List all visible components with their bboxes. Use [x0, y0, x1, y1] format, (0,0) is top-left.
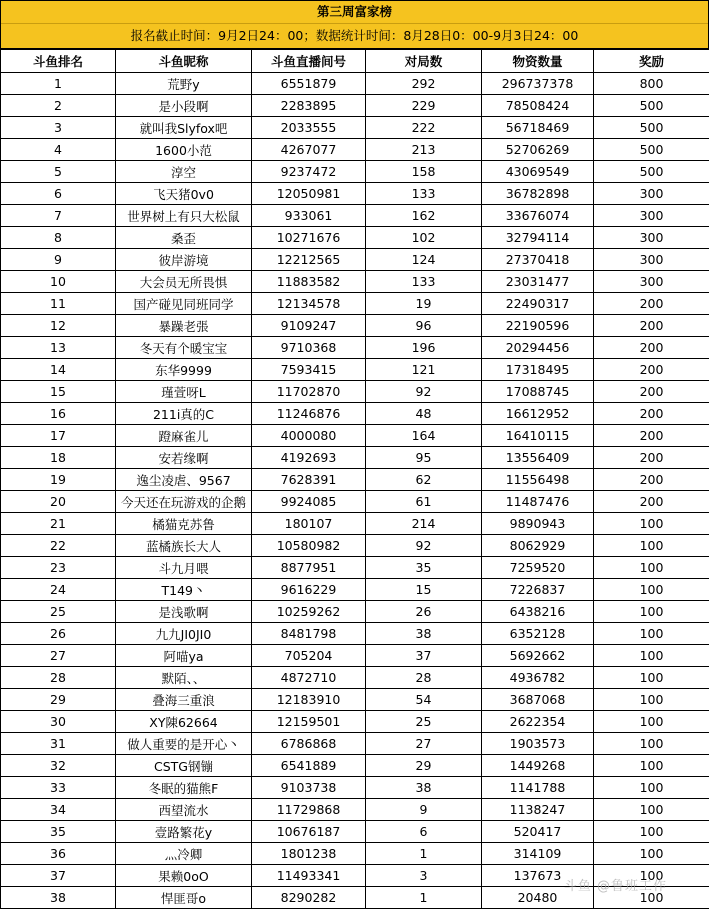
table-row — [1, 469, 709, 491]
rank-cell: 37 — [1, 865, 116, 887]
nickname-cell: 是浅歌啊 — [116, 601, 252, 623]
reward-cell: 300 — [594, 227, 709, 249]
nickname-cell: 逸尘凌虐、9567 — [116, 469, 252, 491]
room-id-cell: 12050981 — [252, 183, 366, 205]
matches-cell: 92 — [366, 381, 482, 403]
matches-cell: 3 — [366, 865, 482, 887]
table-row — [1, 491, 709, 513]
room-id-cell: 12212565 — [252, 249, 366, 271]
nickname-cell: 彼岸游境 — [116, 249, 252, 271]
rank-cell: 13 — [1, 337, 116, 359]
room-id-cell: 10259262 — [252, 601, 366, 623]
matches-cell: 158 — [366, 161, 482, 183]
table-row — [1, 359, 709, 381]
rank-cell: 31 — [1, 733, 116, 755]
rank-cell: 26 — [1, 623, 116, 645]
leaderboard-title: 第三周富家榜 — [1, 1, 708, 23]
table-row — [1, 381, 709, 403]
nickname-cell: 橘猫克苏鲁 — [116, 513, 252, 535]
table-row — [1, 117, 709, 139]
reward-cell: 500 — [594, 139, 709, 161]
column-header-room-id: 斗鱼直播间号 — [252, 50, 366, 73]
room-id-cell: 11702870 — [252, 381, 366, 403]
matches-cell: 38 — [366, 777, 482, 799]
watermark-text: 斗鱼 @鲁班工作 — [564, 879, 667, 894]
nickname-cell: 东华9999 — [116, 359, 252, 381]
supplies-cell: 3687068 — [482, 689, 594, 711]
reward-cell: 100 — [594, 645, 709, 667]
nickname-cell: 叠海三重浪 — [116, 689, 252, 711]
matches-cell: 29 — [366, 755, 482, 777]
table-row — [1, 733, 709, 755]
table-body — [1, 73, 709, 909]
room-id-cell: 11883582 — [252, 271, 366, 293]
supplies-cell: 296737378 — [482, 73, 594, 95]
column-header-nickname: 斗鱼昵称 — [116, 50, 252, 73]
reward-cell: 300 — [594, 271, 709, 293]
header-row — [1, 50, 709, 73]
table-row — [1, 689, 709, 711]
table-row — [1, 425, 709, 447]
reward-cell: 100 — [594, 711, 709, 733]
room-id-cell: 6551879 — [252, 73, 366, 95]
reward-cell: 100 — [594, 513, 709, 535]
room-id-cell: 9710368 — [252, 337, 366, 359]
room-id-cell: 12159501 — [252, 711, 366, 733]
nickname-cell: 九九JI0JI0 — [116, 623, 252, 645]
matches-cell: 196 — [366, 337, 482, 359]
leaderboard-table — [0, 49, 709, 909]
matches-cell: 19 — [366, 293, 482, 315]
room-id-cell: 8877951 — [252, 557, 366, 579]
supplies-cell: 17318495 — [482, 359, 594, 381]
room-id-cell: 180107 — [252, 513, 366, 535]
reward-cell: 300 — [594, 249, 709, 271]
rank-cell: 27 — [1, 645, 116, 667]
table-row — [1, 623, 709, 645]
room-id-cell: 2283895 — [252, 95, 366, 117]
table-row — [1, 95, 709, 117]
table-row — [1, 887, 709, 909]
column-header-rank: 斗鱼排名 — [1, 50, 116, 73]
reward-cell: 200 — [594, 381, 709, 403]
table-row — [1, 205, 709, 227]
nickname-cell: 悍匪哥o — [116, 887, 252, 909]
matches-cell: 95 — [366, 447, 482, 469]
rank-cell: 20 — [1, 491, 116, 513]
matches-cell: 1 — [366, 843, 482, 865]
nickname-cell: 斗九月喂 — [116, 557, 252, 579]
supplies-cell: 17088745 — [482, 381, 594, 403]
room-id-cell: 4267077 — [252, 139, 366, 161]
matches-cell: 1 — [366, 887, 482, 909]
column-header-matches: 对局数 — [366, 50, 482, 73]
room-id-cell: 12134578 — [252, 293, 366, 315]
nickname-cell: 果赖0oO — [116, 865, 252, 887]
supplies-cell: 2622354 — [482, 711, 594, 733]
nickname-cell: 淳空 — [116, 161, 252, 183]
reward-cell: 200 — [594, 469, 709, 491]
room-id-cell: 11246876 — [252, 403, 366, 425]
supplies-cell: 7226837 — [482, 579, 594, 601]
reward-cell: 100 — [594, 667, 709, 689]
room-id-cell: 10580982 — [252, 535, 366, 557]
matches-cell: 27 — [366, 733, 482, 755]
nickname-cell: 就叫我Slyfox吧 — [116, 117, 252, 139]
nickname-cell: 211i真的C — [116, 403, 252, 425]
rank-cell: 14 — [1, 359, 116, 381]
matches-cell: 121 — [366, 359, 482, 381]
room-id-cell: 9103738 — [252, 777, 366, 799]
room-id-cell: 9924085 — [252, 491, 366, 513]
rank-cell: 3 — [1, 117, 116, 139]
column-header-reward: 奖励 — [594, 50, 709, 73]
matches-cell: 6 — [366, 821, 482, 843]
nickname-cell: 壹路繁花y — [116, 821, 252, 843]
matches-cell: 37 — [366, 645, 482, 667]
supplies-cell: 20294456 — [482, 337, 594, 359]
nickname-cell: 暴躁老張 — [116, 315, 252, 337]
rank-cell: 29 — [1, 689, 116, 711]
supplies-cell: 314109 — [482, 843, 594, 865]
header-banner — [0, 0, 709, 49]
reward-cell: 200 — [594, 447, 709, 469]
table-row — [1, 535, 709, 557]
matches-cell: 15 — [366, 579, 482, 601]
reward-cell: 200 — [594, 293, 709, 315]
table-row — [1, 271, 709, 293]
table-row — [1, 667, 709, 689]
table-row — [1, 183, 709, 205]
reward-cell: 100 — [594, 777, 709, 799]
room-id-cell: 7628391 — [252, 469, 366, 491]
reward-cell: 100 — [594, 689, 709, 711]
room-id-cell: 7593415 — [252, 359, 366, 381]
supplies-cell: 1138247 — [482, 799, 594, 821]
table-row — [1, 821, 709, 843]
supplies-cell: 13556409 — [482, 447, 594, 469]
matches-cell: 54 — [366, 689, 482, 711]
room-id-cell: 9109247 — [252, 315, 366, 337]
room-id-cell: 1801238 — [252, 843, 366, 865]
room-id-cell: 10676187 — [252, 821, 366, 843]
matches-cell: 133 — [366, 271, 482, 293]
table-row — [1, 579, 709, 601]
supplies-cell: 5692662 — [482, 645, 594, 667]
rank-cell: 2 — [1, 95, 116, 117]
room-id-cell: 4000080 — [252, 425, 366, 447]
rank-cell: 7 — [1, 205, 116, 227]
table-row — [1, 865, 709, 887]
room-id-cell: 4872710 — [252, 667, 366, 689]
matches-cell: 213 — [366, 139, 482, 161]
rank-cell: 21 — [1, 513, 116, 535]
table-row — [1, 755, 709, 777]
supplies-cell: 1903573 — [482, 733, 594, 755]
nickname-cell: 大会员无所畏惧 — [116, 271, 252, 293]
supplies-cell: 6438216 — [482, 601, 594, 623]
supplies-cell: 137673 — [482, 865, 594, 887]
matches-cell: 35 — [366, 557, 482, 579]
supplies-cell: 20480 — [482, 887, 594, 909]
rank-cell: 4 — [1, 139, 116, 161]
supplies-cell: 32794114 — [482, 227, 594, 249]
table-row — [1, 249, 709, 271]
nickname-cell: 荒野y — [116, 73, 252, 95]
table-row — [1, 447, 709, 469]
supplies-cell: 4936782 — [482, 667, 594, 689]
reward-cell: 100 — [594, 557, 709, 579]
nickname-cell: 1600小范 — [116, 139, 252, 161]
table-row — [1, 315, 709, 337]
matches-cell: 26 — [366, 601, 482, 623]
rank-cell: 15 — [1, 381, 116, 403]
supplies-cell: 1141788 — [482, 777, 594, 799]
nickname-cell: XY陳62664 — [116, 711, 252, 733]
table-row — [1, 799, 709, 821]
rank-cell: 38 — [1, 887, 116, 909]
table-row — [1, 73, 709, 95]
supplies-cell: 27370418 — [482, 249, 594, 271]
supplies-cell: 78508424 — [482, 95, 594, 117]
reward-cell: 100 — [594, 733, 709, 755]
nickname-cell: 做人重要的是开心丶 — [116, 733, 252, 755]
table-row — [1, 777, 709, 799]
nickname-cell: 阿喵ya — [116, 645, 252, 667]
supplies-cell: 43069549 — [482, 161, 594, 183]
table-row — [1, 337, 709, 359]
rank-cell: 19 — [1, 469, 116, 491]
nickname-cell: T149丶 — [116, 579, 252, 601]
matches-cell: 38 — [366, 623, 482, 645]
supplies-cell: 11556498 — [482, 469, 594, 491]
rank-cell: 30 — [1, 711, 116, 733]
nickname-cell: 飞天猪0v0 — [116, 183, 252, 205]
reward-cell: 100 — [594, 799, 709, 821]
matches-cell: 25 — [366, 711, 482, 733]
rank-cell: 18 — [1, 447, 116, 469]
nickname-cell: 西望流水 — [116, 799, 252, 821]
rank-cell: 10 — [1, 271, 116, 293]
room-id-cell: 9237472 — [252, 161, 366, 183]
supplies-cell: 36782898 — [482, 183, 594, 205]
table-row — [1, 227, 709, 249]
matches-cell: 229 — [366, 95, 482, 117]
matches-cell: 222 — [366, 117, 482, 139]
nickname-cell: 蹬麻雀儿 — [116, 425, 252, 447]
supplies-cell: 520417 — [482, 821, 594, 843]
room-id-cell: 6541889 — [252, 755, 366, 777]
reward-cell: 100 — [594, 623, 709, 645]
reward-cell: 100 — [594, 535, 709, 557]
matches-cell: 62 — [366, 469, 482, 491]
matches-cell: 48 — [366, 403, 482, 425]
nickname-cell: 世界树上有只大松鼠 — [116, 205, 252, 227]
reward-cell: 200 — [594, 315, 709, 337]
nickname-cell: 是小段啊 — [116, 95, 252, 117]
nickname-cell: 默陌、、 — [116, 667, 252, 689]
reward-cell: 100 — [594, 755, 709, 777]
nickname-cell: 冬天有个暖宝宝 — [116, 337, 252, 359]
rank-cell: 9 — [1, 249, 116, 271]
table-row — [1, 557, 709, 579]
matches-cell: 96 — [366, 315, 482, 337]
reward-cell: 100 — [594, 865, 709, 887]
supplies-cell: 16410115 — [482, 425, 594, 447]
table-row — [1, 513, 709, 535]
table-row — [1, 645, 709, 667]
room-id-cell: 8290282 — [252, 887, 366, 909]
room-id-cell: 11493341 — [252, 865, 366, 887]
reward-cell: 100 — [594, 601, 709, 623]
supplies-cell: 7259520 — [482, 557, 594, 579]
reward-cell: 500 — [594, 161, 709, 183]
matches-cell: 162 — [366, 205, 482, 227]
date-range-subtitle: 报名截止时间：9月2日24：00；数据统计时间：8月28日0：00-9月3日24：00 — [1, 23, 708, 48]
rank-cell: 22 — [1, 535, 116, 557]
supplies-cell: 1449268 — [482, 755, 594, 777]
supplies-cell: 8062929 — [482, 535, 594, 557]
reward-cell: 100 — [594, 579, 709, 601]
rank-cell: 28 — [1, 667, 116, 689]
rank-cell: 12 — [1, 315, 116, 337]
room-id-cell: 705204 — [252, 645, 366, 667]
table-row — [1, 711, 709, 733]
room-id-cell: 6786868 — [252, 733, 366, 755]
table-row — [1, 403, 709, 425]
supplies-cell: 9890943 — [482, 513, 594, 535]
rank-cell: 33 — [1, 777, 116, 799]
nickname-cell: CSTG钢镚 — [116, 755, 252, 777]
rank-cell: 25 — [1, 601, 116, 623]
matches-cell: 9 — [366, 799, 482, 821]
table-row — [1, 843, 709, 865]
supplies-cell: 11487476 — [482, 491, 594, 513]
supplies-cell: 56718469 — [482, 117, 594, 139]
rank-cell: 23 — [1, 557, 116, 579]
nickname-cell: 安若缘啊 — [116, 447, 252, 469]
room-id-cell: 933061 — [252, 205, 366, 227]
room-id-cell: 8481798 — [252, 623, 366, 645]
reward-cell: 200 — [594, 403, 709, 425]
table-row — [1, 139, 709, 161]
nickname-cell: 桑歪 — [116, 227, 252, 249]
reward-cell: 200 — [594, 337, 709, 359]
rank-cell: 35 — [1, 821, 116, 843]
supplies-cell: 23031477 — [482, 271, 594, 293]
matches-cell: 28 — [366, 667, 482, 689]
supplies-cell: 33676074 — [482, 205, 594, 227]
rank-cell: 24 — [1, 579, 116, 601]
reward-cell: 300 — [594, 205, 709, 227]
nickname-cell: 国产碰见同班同学 — [116, 293, 252, 315]
reward-cell: 200 — [594, 359, 709, 381]
reward-cell: 100 — [594, 821, 709, 843]
supplies-cell: 52706269 — [482, 139, 594, 161]
nickname-cell: 蓝橘族长大人 — [116, 535, 252, 557]
reward-cell: 100 — [594, 843, 709, 865]
rank-cell: 6 — [1, 183, 116, 205]
rank-cell: 5 — [1, 161, 116, 183]
nickname-cell: 灬冷卿 — [116, 843, 252, 865]
reward-cell: 500 — [594, 117, 709, 139]
rank-cell: 32 — [1, 755, 116, 777]
supplies-cell: 22490317 — [482, 293, 594, 315]
matches-cell: 164 — [366, 425, 482, 447]
rank-cell: 8 — [1, 227, 116, 249]
room-id-cell: 2033555 — [252, 117, 366, 139]
matches-cell: 124 — [366, 249, 482, 271]
reward-cell: 500 — [594, 95, 709, 117]
matches-cell: 133 — [366, 183, 482, 205]
rank-cell: 36 — [1, 843, 116, 865]
matches-cell: 92 — [366, 535, 482, 557]
rank-cell: 17 — [1, 425, 116, 447]
reward-cell: 300 — [594, 183, 709, 205]
table-row — [1, 293, 709, 315]
table-row — [1, 161, 709, 183]
rank-cell: 34 — [1, 799, 116, 821]
reward-cell: 200 — [594, 491, 709, 513]
matches-cell: 102 — [366, 227, 482, 249]
room-id-cell: 12183910 — [252, 689, 366, 711]
reward-cell: 800 — [594, 73, 709, 95]
supplies-cell: 22190596 — [482, 315, 594, 337]
rank-cell: 16 — [1, 403, 116, 425]
matches-cell: 292 — [366, 73, 482, 95]
nickname-cell: 瑾萱呀L — [116, 381, 252, 403]
rank-cell: 1 — [1, 73, 116, 95]
nickname-cell: 今天还在玩游戏的企鹅 — [116, 491, 252, 513]
nickname-cell: 冬眠的猫熊F — [116, 777, 252, 799]
column-header-supplies: 物资数量 — [482, 50, 594, 73]
matches-cell: 214 — [366, 513, 482, 535]
supplies-cell: 6352128 — [482, 623, 594, 645]
room-id-cell: 11729868 — [252, 799, 366, 821]
room-id-cell: 9616229 — [252, 579, 366, 601]
room-id-cell: 10271676 — [252, 227, 366, 249]
room-id-cell: 4192693 — [252, 447, 366, 469]
table-row — [1, 601, 709, 623]
rank-cell: 11 — [1, 293, 116, 315]
matches-cell: 61 — [366, 491, 482, 513]
reward-cell: 100 — [594, 887, 709, 909]
reward-cell: 200 — [594, 425, 709, 447]
supplies-cell: 16612952 — [482, 403, 594, 425]
